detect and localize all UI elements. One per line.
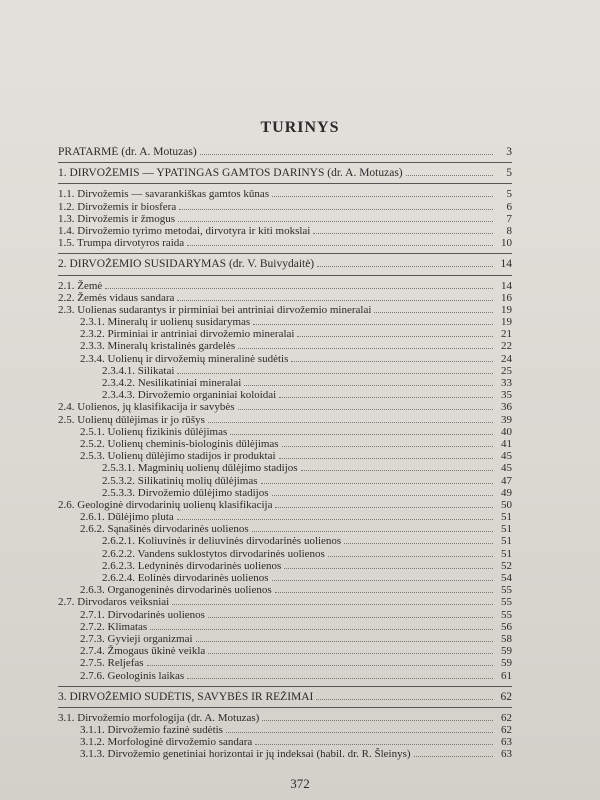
toc-entry [58, 462, 512, 474]
toc-entry-page: 33 [501, 377, 512, 389]
dot-leader [301, 462, 493, 471]
toc-entry [58, 304, 512, 316]
toc-entry [58, 316, 512, 328]
toc-entry-page: 52 [501, 559, 512, 572]
toc-entry [58, 146, 512, 158]
dot-leader [317, 258, 493, 267]
dot-leader [150, 621, 493, 630]
dot-leader [374, 304, 493, 313]
toc-entry-title: 2.3.4.2. Nesilikatiniai mineralai [102, 377, 242, 389]
toc-entry-page: 14 [500, 258, 512, 271]
toc-entry-title: 2.6.2.3. Ledyninės dirvodarinės uolienos [102, 559, 282, 572]
dot-leader [238, 401, 493, 410]
toc-entry [58, 414, 512, 426]
toc-entry [58, 535, 512, 547]
toc-entry [58, 523, 512, 535]
toc-entry-title: 2.6. Geologinė dirvodarinių uolienų klasifikacija [58, 498, 273, 511]
toc-entry-page: 19 [501, 303, 512, 316]
toc-entry-title: 1.3. Dirvožemis ir žmogus [58, 212, 176, 225]
toc-entry-page: 8 [506, 224, 512, 237]
toc-entry-page: 51 [501, 547, 512, 560]
toc-entry-page: 7 [506, 212, 512, 225]
toc-entry-title: 2.7.2. Klimatas [80, 620, 148, 633]
toc-entry-title: 2.6.2. Sąnašinės dirvodarinės uolienos [80, 523, 249, 536]
toc-entry [58, 748, 512, 760]
section-divider [58, 183, 512, 184]
toc-entry-page: 5 [506, 167, 512, 180]
toc-entry-title: 2.7.4. Žmogaus ūkinė veikla [80, 645, 206, 658]
toc-entry-title: 2.6.3. Organogeninės dirvodarinės uolienos [80, 584, 272, 597]
toc-entry [58, 426, 512, 438]
toc-entry-page: 55 [501, 584, 512, 597]
dot-leader [316, 691, 493, 700]
toc-entry [58, 560, 512, 572]
dot-leader [272, 188, 493, 197]
toc-entry-title: 1.4. Dirvožemio tyrimo metodai, dirvotyra ir kiti mokslai [58, 224, 311, 237]
toc-entry-page: 16 [501, 291, 512, 304]
toc-entry-title: 2. DIRVOŽEMIO SUSIDARYMAS (dr. V. Buivydaitė) [58, 258, 315, 271]
toc-entry [58, 213, 512, 225]
toc-entry-page: 3 [506, 146, 512, 158]
toc-entry-title: 3.1. Dirvožemio morfologija (dr. A. Motuzas) [58, 711, 260, 724]
dot-leader [238, 340, 493, 349]
toc-entry-page: 21 [501, 328, 512, 341]
toc-entry-title: 2.5.3. Uolienų dūlėjimo stadijos ir produktai [80, 450, 276, 463]
toc-entry-page: 41 [501, 437, 512, 450]
toc-entry [58, 633, 512, 645]
toc-entry [58, 724, 512, 736]
toc-entry [58, 596, 512, 608]
toc-entry-title: 2.5.3.3. Dirvožemio dūlėjimo stadijos [102, 486, 269, 499]
toc-entry-page: 62 [500, 690, 512, 703]
dot-leader [284, 560, 493, 569]
toc-entry-page: 55 [501, 596, 512, 609]
toc-entry-title: 2.3.3. Mineralų kristalinės gardelės [80, 340, 236, 353]
toc-entry-page: 62 [501, 711, 512, 724]
toc-entry-title: 1.1. Dirvožemis — savarankiškas gamtos kūnas [58, 188, 270, 201]
dot-leader [282, 438, 493, 447]
toc-entry-page: 40 [501, 425, 512, 438]
toc-entry [58, 670, 512, 682]
toc-entry [58, 280, 512, 292]
dot-leader [226, 724, 493, 733]
dot-leader [200, 146, 493, 155]
toc-entry-title: 2.3.4. Uolienų ir dirvožemių mineralinė sudėtis [80, 352, 289, 365]
toc-entry-title: 2.3.1. Mineralų ir uolienų susidarymas [80, 316, 251, 329]
toc-entry-page: 51 [501, 535, 512, 548]
section-divider [58, 707, 512, 708]
dot-leader [177, 365, 493, 374]
toc-entry-title: 2.4. Uolienos, jų klasifikacija ir savybės [58, 401, 235, 414]
toc-entry-page: 63 [501, 748, 512, 761]
toc-entry-page: 62 [501, 724, 512, 737]
toc-entry-title: 2.6.2.4. Eolinės dirvodarinės uolienos [102, 572, 269, 584]
page-number: 372 [290, 776, 310, 791]
toc-entry [58, 548, 512, 560]
toc-entry [58, 691, 512, 703]
toc-entry-page: 61 [501, 669, 512, 682]
toc-entry-title: 2.3.2. Pirminiai ir antriniai dirvožemio mineralai [80, 328, 295, 341]
toc-entry [58, 328, 512, 340]
toc-entry-page: 19 [501, 316, 512, 329]
dot-leader [178, 213, 493, 222]
toc-entry-title: 2.7.3. Gyvieji organizmai [80, 632, 193, 645]
toc-entry-title: 2.7. Dirvodaros veiksniai [58, 596, 170, 609]
dot-leader [208, 414, 493, 423]
toc-entry-title: 2.5.3.1. Magminių uolienų dūlėjimo stadijos [102, 462, 298, 475]
section-divider [58, 162, 512, 163]
toc-entry [58, 621, 512, 633]
toc-entry-title: 2.2. Žemės vidaus sandara [58, 291, 175, 304]
toc-entry-title: 3.1.2. Morfologinė dirvožemio sandara [80, 736, 253, 749]
section-divider [58, 275, 512, 276]
page-title: TURINYS [260, 119, 340, 136]
toc-entry-page: 58 [501, 632, 512, 645]
dot-leader [344, 535, 493, 544]
toc-entry-title: 2.6.2.1. Koliuvinės ir deliuvinės dirvodarinės uolienos [102, 535, 342, 548]
toc-entry-title: 2.7.6. Geologinis laikas [80, 669, 185, 682]
toc-entry-title: 3. DIRVOŽEMIO SUDĖTIS, SAVYBĖS IR REŽIMAI [58, 690, 314, 703]
dot-leader [147, 657, 493, 666]
toc-entry-title: 2.6.2.2. Vandens suklostytos dirvodarinės uolienos [102, 547, 325, 560]
toc-entry-page: 59 [501, 657, 512, 670]
section-divider [58, 253, 512, 254]
toc-entry-page: 51 [501, 523, 512, 536]
dot-leader [275, 499, 493, 508]
toc-entry-page: 6 [506, 200, 512, 213]
dot-leader [177, 292, 493, 301]
toc-entry-title: 2.5.1. Uolienų fizikinis dūlėjimas [80, 425, 228, 438]
dot-leader [187, 670, 493, 679]
dot-leader [208, 609, 493, 618]
toc-entry-title: 2.5.3.2. Silikatinių molių dūlėjimas [102, 474, 258, 487]
dot-leader [208, 645, 493, 654]
toc-entry [58, 377, 512, 389]
toc-entry [58, 712, 512, 724]
toc-entry [58, 365, 512, 377]
toc-entry-title: 2.3. Uolienas sudarantys ir pirminiai bei antriniai dirvožemio mineralai [58, 303, 372, 316]
toc-entry [58, 389, 512, 401]
toc-entry-title: PRATARMĖ (dr. A. Motuzas) [58, 146, 197, 158]
toc-entry-page: 55 [501, 608, 512, 621]
dot-leader [313, 225, 493, 234]
dot-leader [172, 596, 493, 605]
dot-leader [244, 377, 493, 386]
toc-entry [58, 188, 512, 200]
toc-entry [58, 584, 512, 596]
toc-entry [58, 292, 512, 304]
toc-entry-page: 45 [501, 450, 512, 463]
toc-entry [58, 237, 512, 249]
toc-entry-title: 2.3.4.3. Dirvožemio organiniai koloidai [102, 389, 277, 402]
toc-entry-page: 35 [501, 389, 512, 402]
dot-leader [253, 316, 493, 325]
toc-entry [58, 657, 512, 669]
toc-entry [58, 736, 512, 748]
toc-entry [58, 572, 512, 584]
dot-leader [291, 353, 493, 362]
toc-entry [58, 353, 512, 365]
toc-entry-page: 47 [501, 474, 512, 487]
dot-leader [406, 167, 493, 176]
toc-entry-title: 2.6.1. Dūlėjimo pluta [80, 511, 174, 524]
toc-entry-title: 1. DIRVOŽEMIS — YPATINGAS GAMTOS DARINYS (dr. A. Motuzas) [58, 167, 403, 180]
toc-entry-page: 63 [501, 736, 512, 749]
toc-entry-page: 24 [501, 352, 512, 365]
toc-entry-page: 10 [501, 237, 512, 250]
toc-entry [58, 487, 512, 499]
toc-entry-title: 2.5. Uolienų dūlėjimas ir jo rūšys [58, 413, 205, 426]
toc-entry-page: 5 [506, 188, 512, 201]
dot-leader [179, 201, 493, 210]
toc-entry-page: 36 [501, 401, 512, 414]
toc-entry-page: 39 [501, 413, 512, 426]
dot-leader [255, 736, 493, 745]
toc-entry [58, 475, 512, 487]
dot-leader [177, 511, 493, 520]
toc-entry [58, 167, 512, 179]
toc-entry [58, 201, 512, 213]
toc-entry-page: 50 [501, 498, 512, 511]
toc-entry-page: 25 [501, 364, 512, 377]
dot-leader [279, 450, 493, 459]
toc-entry-title: 1.5. Trumpa dirvotyros raida [58, 237, 185, 250]
toc-entry-page: 51 [501, 511, 512, 524]
toc-entry [58, 438, 512, 450]
toc-entry-title: 2.7.1. Dirvodarinės uolienos [80, 608, 205, 621]
toc-entry-title: 2.3.4.1. Silikatai [102, 364, 175, 377]
dot-leader [279, 389, 493, 398]
toc-entry-title: 2.7.5. Reljefas [80, 657, 144, 670]
section-divider [58, 686, 512, 687]
toc-entry [58, 499, 512, 511]
toc-entry-page: 54 [501, 572, 512, 584]
dot-leader [261, 475, 493, 484]
toc-entry [58, 645, 512, 657]
toc-entry [58, 340, 512, 352]
toc-entry-title: 2.1. Žemė [58, 279, 103, 292]
toc-entry [58, 225, 512, 237]
toc-entry-page: 56 [501, 620, 512, 633]
dot-leader [252, 523, 493, 532]
dot-leader [272, 572, 493, 581]
dot-leader [297, 328, 493, 337]
toc-entry [58, 450, 512, 462]
dot-leader [414, 748, 493, 757]
toc-entry-title: 1.2. Dirvožemis ir biosfera [58, 200, 177, 213]
dot-leader [275, 584, 493, 593]
toc-entry-page: 49 [501, 486, 512, 499]
toc-entry-page: 59 [501, 645, 512, 658]
dot-leader [272, 487, 493, 496]
table-of-contents [58, 146, 512, 761]
dot-leader [230, 426, 493, 435]
dot-leader [187, 237, 493, 246]
toc-entry [58, 258, 512, 270]
dot-leader [105, 280, 493, 289]
toc-entry [58, 609, 512, 621]
toc-entry-title: 3.1.3. Dirvožemio genetiniai horizontai ir jų indeksai (habil. dr. R. Šleinys) [80, 748, 411, 761]
dot-leader [196, 633, 493, 642]
dot-leader [262, 712, 493, 721]
toc-entry-page: 45 [501, 462, 512, 475]
toc-entry-page: 14 [501, 279, 512, 292]
toc-entry-title: 2.5.2. Uolienų cheminis-biologinis dūlėjimas [80, 437, 279, 450]
toc-entry [58, 401, 512, 413]
toc-entry-page: 22 [501, 340, 512, 353]
toc-entry [58, 511, 512, 523]
dot-leader [328, 548, 493, 557]
toc-entry-title: 3.1.1. Dirvožemio fazinė sudėtis [80, 724, 223, 737]
